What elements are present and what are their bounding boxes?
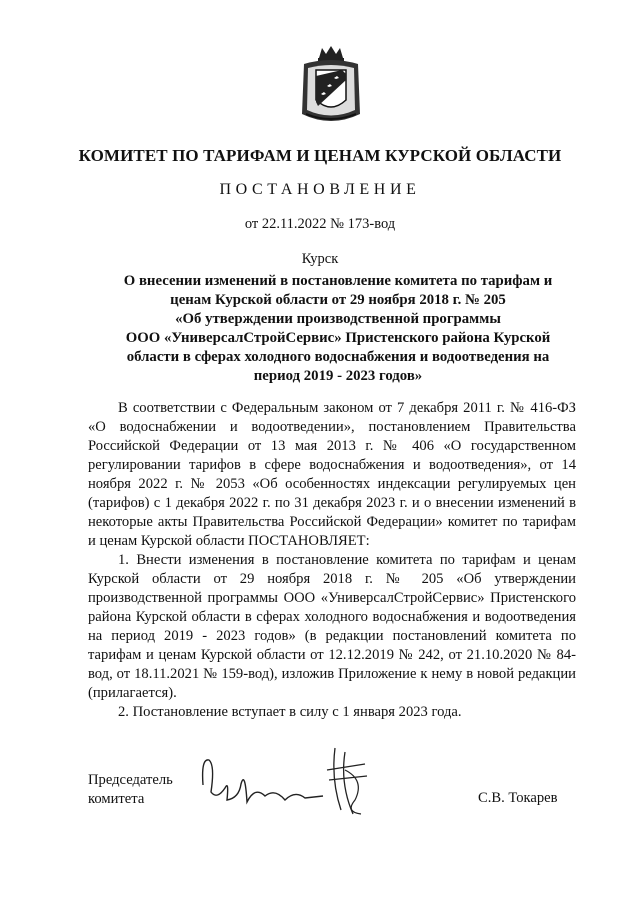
item-2-paragraph: 2. Постановление вступает в силу с 1 января 2023 года.: [118, 704, 462, 720]
signatory-role: [88, 771, 173, 809]
signatory-role-line: Председатель: [88, 772, 173, 788]
city: Курск: [301, 251, 339, 267]
item-1-paragraph: 1. Внести изменения в постановление комитета по тарифам и ценам Курской области от 29 ноября 2018 г. № 205 «Об утверждении производственной программы ООО «УниверсалСтройСервис» Пристенского района Курской области в сферах холодного водоснабжения и водоотведения на период 2019 - 2023 годов» (в редакции постановлений комитета по тарифам и ценам Курской области от 12.12.2019 № 242, от 21.10.2020 № 84-вод, от 18.11.2021 № 159-вод), изложив Приложение к нему в новой редакции (прилагается).: [88, 552, 576, 701]
document-type: ПОСТАНОВЛЕНИЕ: [219, 181, 421, 198]
document-body: [88, 399, 576, 722]
document-title: [118, 272, 558, 386]
organization-heading: КОМИТЕТ ПО ТАРИФАМ И ЦЕНАМ КУРСКОЙ ОБЛАСТИ: [78, 146, 562, 165]
title-line: О внесении изменений в постановление комитета по тарифам и: [123, 273, 553, 289]
kursk-coat-of-arms-icon: [300, 44, 362, 128]
handwritten-signature: [195, 740, 375, 820]
title-line: период 2019 - 2023 годов»: [253, 368, 423, 384]
title-line: области в сферах холодного водоснабжения и водоотведения на: [126, 349, 550, 365]
preamble-paragraph: В соответствии с Федеральным законом от 7 декабря 2011 г. № 416-ФЗ «О водоснабжении и водоотведении», постановлением Правительства Российской Федерации от 13 мая 2013 г. № 406 «О государственном регулировании тарифов в сфере водоснабжения и водоотведения», от 14 ноября 2022 г. № 2053 «Об особенностях индексации регулируемых цен (тарифов) с 1 декабря 2022 г. по 31 декабря 2023 г. и о внесении изменений в некоторые акты Правительства Российской Федерации» комитет по тарифам и ценам Курской области ПОСТАНОВЛЯЕТ:: [88, 400, 576, 549]
date-and-number: от 22.11.2022 № 173-вод: [244, 216, 396, 232]
title-line: ООО «УниверсалСтройСервис» Пристенского района Курской: [125, 330, 551, 346]
signatory-role-line: комитета: [88, 791, 145, 807]
title-line: «Об утверждении производственной программы: [175, 311, 501, 327]
signatory-name: С.В. Токарев: [478, 790, 558, 806]
title-line: ценам Курской области от 29 ноября 2018 г. № 205: [170, 292, 506, 308]
